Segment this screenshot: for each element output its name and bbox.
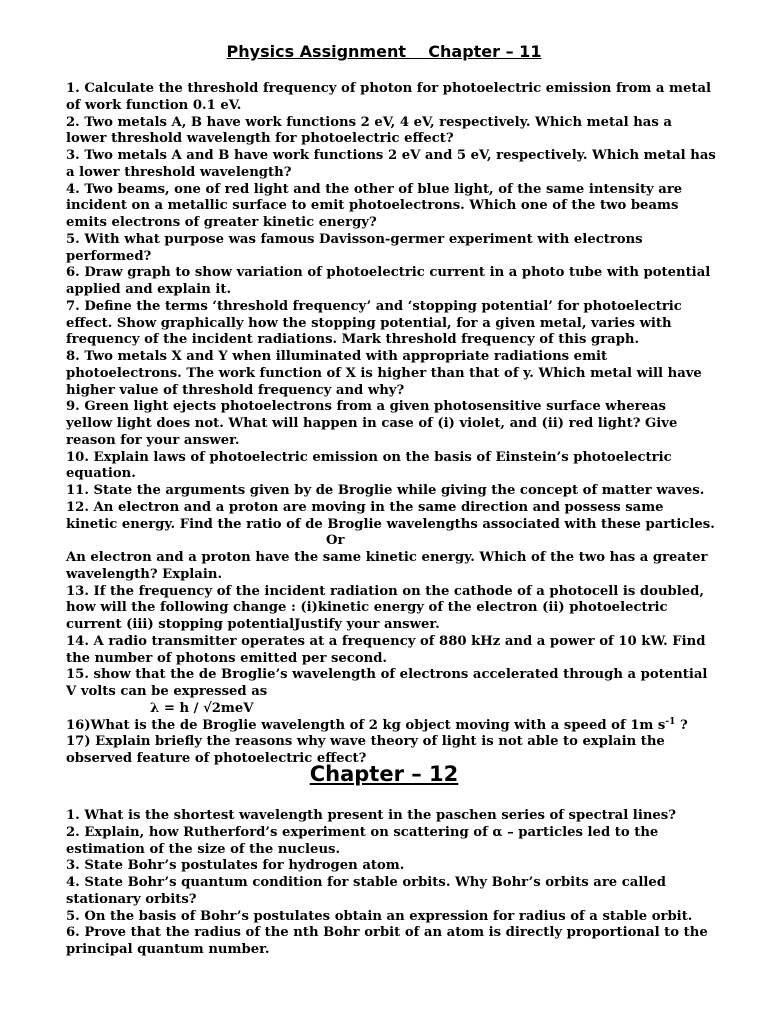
question-11-1: 1. Calculate the threshold frequency of photon for photoelectric emission from a metal of work function 0.1 eV. (66, 81, 712, 113)
de-broglie-formula: λ = h / √2meV (150, 700, 254, 716)
chapter-11-title: Physics Assignment Chapter – 11 (226, 42, 542, 61)
question-11-8: 8. Two metals X and Y when illuminated with appropriate radiations emit photoelectrons. The work function of X is higher than that of y. Which metal will have higher value of threshold frequency and why? (66, 349, 702, 398)
question-11-4: 4. Two beams, one of red light and the other of blue light, of the same intensity are incident on a metallic surface to emit photoelectrons. Which one of the two beams emits electrons of greater kinetic energy? (66, 181, 683, 230)
question-11-15: 15. show that the de Broglie’s wavelength of electrons accelerated through a potential V volts can be expressed as (66, 667, 708, 699)
chapter-11-questions (66, 81, 716, 768)
question-11-13: 13. If the frequency of the incident radiation on the cathode of a photocell is doubled, how will the following change : (i)kinetic energy of the electron (ii) photoelectric current (iii) stopping potentialJustify your answer. (66, 583, 704, 632)
question-11-12-alt: An electron and a proton have the same kinetic energy. Which of the two has a greater wavelength? Explain. (66, 550, 708, 582)
question-11-12: 12. An electron and a proton are moving in the same direction and possess same kinetic energy. Find the ratio of de Broglie wavelengths associated with these particles. (66, 499, 715, 532)
chapter-12-questions (66, 808, 716, 959)
question-11-7: 7. Define the terms ‘threshold frequency’ and ‘stopping potential’ for photoelectric effect. Show graphically how the stopping potential, for a given metal, varies with frequency of the incident radiations. Mark threshold frequency of this graph. (66, 298, 682, 348)
question-12-5: 5. On the basis of Bohr’s postulates obtain an expression for radius of a stable orbit. (66, 908, 693, 924)
question-11-10: 10. Explain laws of photoelectric emission on the basis of Einstein’s photoelectric equation. (66, 449, 672, 482)
question-11-2: 2. Two metals A, B have work functions 2 eV, 4 eV, respectively. Which metal has a lower threshold wavelength for photoelectric effect? (66, 114, 672, 147)
question-11-9: 9. Green light ejects photoelectrons from a given photosensitive surface whereas yellow light does not. What will happen in case of (i) violet, and (ii) red light? Give reason for your answer. (66, 399, 678, 448)
question-11-6: 6. Draw graph to show variation of photoelectric current in a photo tube with potential applied and explain it. (66, 265, 711, 297)
question-12-6: 6. Prove that the radius of the nth Bohr orbit of an atom is directly proportional to the principal quantum number. (66, 925, 708, 957)
question-12-3: 3. State Bohr’s postulates for hydrogen atom. (66, 858, 405, 874)
question-11-16-end: ? (675, 717, 688, 733)
question-11-5: 5. With what purpose was famous Davisson-germer experiment with electrons performed? (66, 231, 643, 264)
question-11-14: 14. A radio transmitter operates at a frequency of 880 kHz and a power of 10 kW. Find the number of photons emitted per second. (66, 633, 706, 666)
question-11-11: 11. State the arguments given by de Broglie while giving the concept of matter waves. (66, 483, 705, 498)
question-11-3: 3. Two metals A and B have work functions 2 eV and 5 eV, respectively. Which metal has a lower threshold wavelength? (66, 148, 716, 180)
or-separator: Or (326, 533, 345, 549)
chapter-12-title: Chapter – 12 (309, 762, 459, 786)
question-12-1: 1. What is the shortest wavelength present in the paschen series of spectral lines? (66, 808, 676, 823)
question-11-16-text: 16)What is the de Broglie wavelength of 2 kg object moving with a speed of 1m s (66, 717, 666, 733)
question-12-2: 2. Explain, how Rutherford’s experiment on scattering of α – particles led to the estimation of the size of the nucleus. (66, 824, 659, 857)
question-11-17: 17) Explain briefly the reasons why wave theory of light is not able to explain the observed feature of photoelectric effect? (66, 734, 665, 766)
question-11-16 (66, 718, 716, 735)
question-12-4: 4. State Bohr’s quantum condition for stable orbits. Why Bohr’s orbits are called stationary orbits? (66, 875, 666, 907)
question-11-16-exponent: -1 (665, 716, 676, 727)
